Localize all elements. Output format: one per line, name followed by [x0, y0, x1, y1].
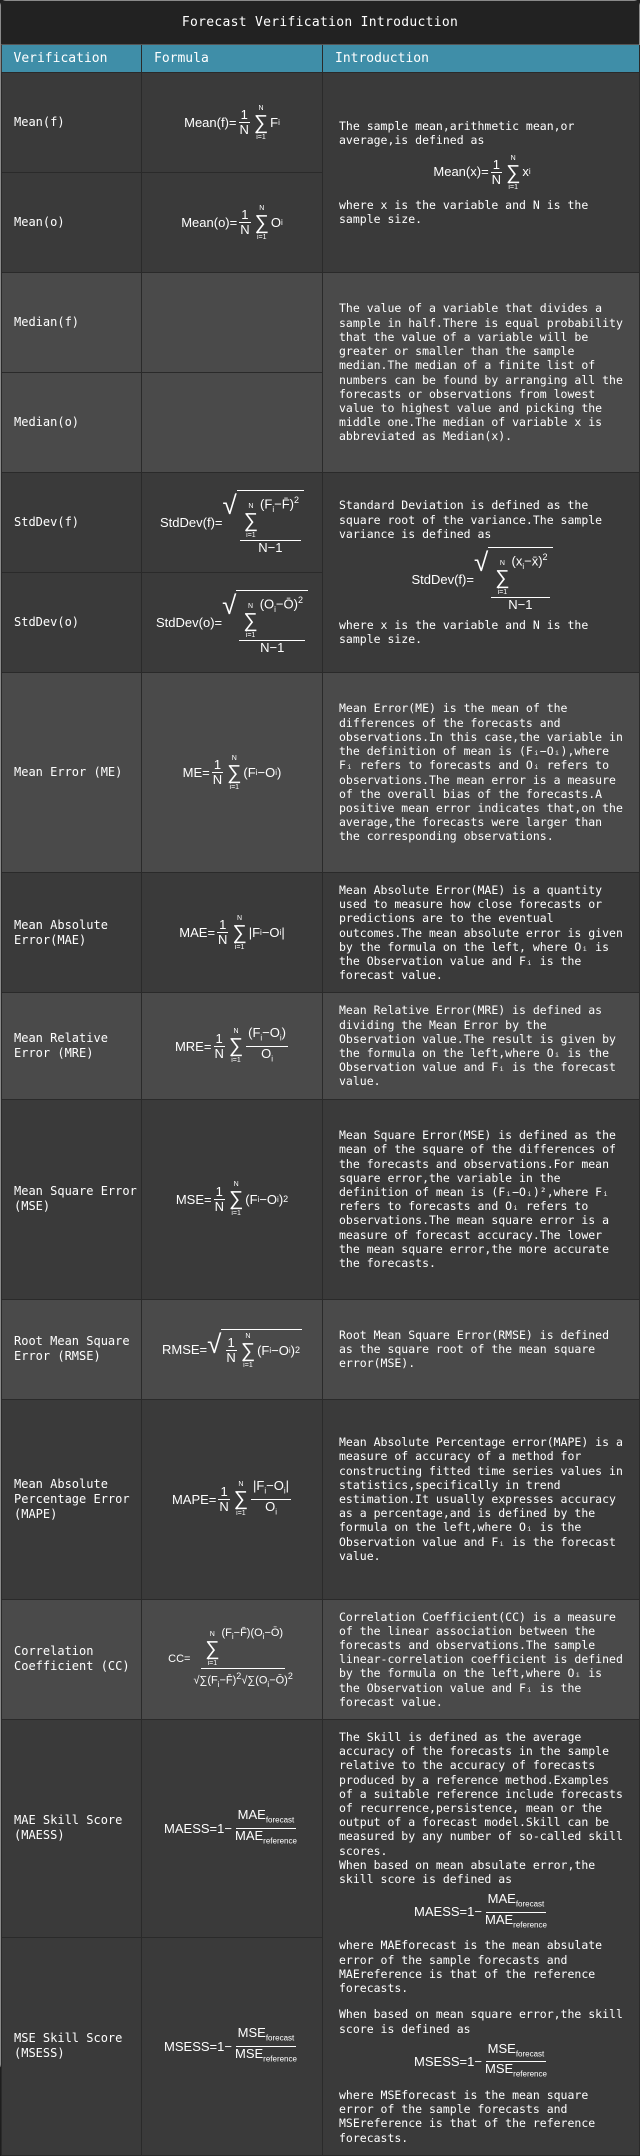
verif-maess: MAE Skill Score (MAESS) [2, 1720, 142, 1938]
formula-lhs: MAESS=1− [164, 1820, 232, 1836]
table-header [2, 45, 640, 73]
verif-stddev-f: StdDev(f) [2, 473, 142, 573]
formula-lhs: Mean(f)= [184, 115, 237, 130]
formula-lhs: MRE= [174, 1038, 212, 1054]
formula-mean-o: Mean(o)= $\frac{1}{N}$ N ∑ i=1 O i [142, 173, 323, 273]
table-row [2, 273, 640, 373]
formula-lhs: CC= [168, 1652, 191, 1665]
table-row [2, 73, 640, 173]
formula-msess: MSESS=1− $\frac{MSE_{forecast}}{MSE_{reference}}$ [142, 1937, 323, 2155]
verification-table [1, 45, 640, 2156]
verif-me: Mean Error (ME) [2, 673, 142, 873]
intro-mre: Mean Relative Error(MRE) is defined as dividing the Mean Error by the Observation value.The result is given by the formula on the left,where Oᵢ is the Observation value and Fᵢ is the forecast value. [323, 993, 640, 1099]
verif-mse: Mean Square Error (MSE) [2, 1099, 142, 1299]
formula-median-o [142, 373, 323, 473]
intro-cc: Correlation Coefficient(CC) is a measure of the linear association between the forecasts and observations.The sample linear-correlation coefficient is defined by the formula on the left,where Oᵢ is the Observation value and Fᵢ is the forecast value. [323, 1599, 640, 1719]
intro-skill-text: The Skill is defined as the average accuracy of the forecasts in the sample relative to the accuracy of forecasts produced by a reference method.Examples of a suitable reference include forecasts of recurrence,persistence, mean or the output of a forecast model.Skill can be measured by any number of so-called skill scores. [339, 1730, 623, 1858]
formula-mae: MAE= $\frac{1}{N}$ N ∑ i=1 |F i −O i | [142, 873, 323, 993]
table-row [2, 1399, 640, 1599]
intro-skill [323, 1720, 640, 2156]
verif-stddev-o: StdDev(o) [2, 573, 142, 673]
header-formula: Formula [142, 45, 323, 73]
verif-rmse: Root Mean Square Error (RMSE) [2, 1299, 142, 1399]
table-row [2, 1720, 640, 1938]
verif-mape: Mean Absolute Percentage Error (MAPE) [2, 1399, 142, 1599]
verif-msess: MSE Skill Score (MSESS) [2, 1937, 142, 2155]
formula-lhs: MAPE= [171, 1491, 217, 1507]
intro-skill-text-4: When based on mean square error,the skill score is defined as [339, 2007, 623, 2036]
formula-median-f [142, 273, 323, 373]
maess-formula: MAESS=1− $\frac{MAE_{forecast}}{MAE_{reference}}$ [414, 1891, 547, 1930]
formula-maess: MAESS=1− $\frac{MAE_{forecast}}{MAE_{reference}}$ [142, 1720, 323, 1938]
intro-skill-text-2: When based on mean absulate error,the skill score is defined as [339, 1857, 596, 1887]
intro-mse: Mean Square Error(MSE) is defined as the mean of the square of the differences of the forecasts and observations.For mean square error,the variable in the definition of mean is (Fᵢ−Oᵢ)²,where Fᵢ refers to forecasts and Oᵢ refers to observations.The mean square error is a measure of forecast accuracy.The lower the mean square error,the more accurate the forecasts. [323, 1099, 640, 1299]
formula-lhs: StdDev(o)= [156, 614, 223, 630]
verif-cc: Correlation Coefficient (CC) [2, 1599, 142, 1719]
intro-skill-text-3: where MAEforecast is the mean absulate error of the sample forecasts and MAEreference is that of the reference forecasts. [339, 1938, 603, 1996]
verif-mean-o: Mean(o) [2, 173, 142, 273]
table-row [2, 1099, 640, 1299]
formula-lhs: RMSE= [161, 1341, 208, 1357]
verif-mean-f: Mean(f) [2, 73, 142, 173]
page-title: Forecast Verification Introduction [1, 1, 639, 45]
formula-rmse: RMSE= √ $\frac{1}{N}$ N ∑ i=1 (F i −O i ) 2 [142, 1299, 323, 1399]
table-row [2, 1599, 640, 1719]
formula-mre: MRE= $\frac{1}{N}$ N ∑ i=1 $\frac{(F_i-O_i)}{O_i}$ [142, 993, 323, 1099]
formula-me: ME= $\frac{1}{N}$ N ∑ i=1 (F i −O i ) [142, 673, 323, 873]
formula-lhs: Mean(o)= [181, 215, 238, 230]
intro-mean-text-2: where x is the variable and N is the sample size. [339, 197, 589, 226]
intro-mae: Mean Absolute Error(MAE) is a quantity used to measure how close forecasts or predictions are to the eventual outcomes.The mean absolute error is given by the formula on the left, where Oᵢ is the Observation value and Fᵢ is the forecast value. [323, 873, 640, 993]
formula-lhs: ME= [182, 765, 210, 780]
formula-stddev-o: StdDev(o)= √ N ∑ i=1 $(O_i-Ō)^2$ N−1 [142, 573, 323, 673]
intro-mean [323, 73, 640, 273]
formula-mean-f: Mean(f)= $\frac{1}{N}$ N ∑ i=1 F i [142, 73, 323, 173]
intro-mean-text: The sample mean,arithmetic mean,or average,is defined as [339, 119, 575, 148]
intro-stddev [323, 473, 640, 673]
header-verification: Verification [2, 45, 142, 73]
table-row [2, 873, 640, 993]
formula-stddev-f: StdDev(f)= √ N ∑ i=1 $(F_i-F̄)^2$ N−1 [142, 473, 323, 573]
verif-mae: Mean Absolute Error(MAE) [2, 873, 142, 993]
stddev-x-formula: StdDev(f)= √ N ∑ i=1 $(x_i-x̄)^2$ N−1 [339, 547, 625, 612]
verif-median-o: Median(o) [2, 373, 142, 473]
verif-mre: Mean Relative Error (MRE) [2, 993, 142, 1099]
header-introduction: Introduction [323, 45, 640, 73]
mean-x-formula: Mean(x)= $\frac{1}{N}$ N ∑ i=1 x i [433, 154, 531, 191]
formula-lhs: MSE= [175, 1191, 212, 1207]
intro-skill-text-5: where MSEforecast is the mean square error of the sample forecasts and MSEreference is that of the reference forecasts. [339, 2087, 596, 2145]
intro-rmse: Root Mean Square Error(RMSE) is defined as the square root of the mean square error(MSE). [323, 1299, 640, 1399]
table-row [2, 673, 640, 873]
intro-median: The value of a variable that divides a sample in half.There is equal probability that the value of a variable will be greater or smaller than the sample median.The median of a finite list of numbers can be found by arranging all the forecasts or observations from lowest value to highest value and picking the middle one.The median of variable x is abbreviated as Median(x). [323, 273, 640, 473]
formula-lhs: MAE= [179, 925, 216, 941]
formula-mape: MAPE= $\frac{1}{N}$ N ∑ i=1 $\frac{|F_i-O_i|}{O_i}$ [142, 1399, 323, 1599]
msess-formula: MSESS=1− $\frac{MSE_{forecast}}{MSE_{reference}}$ [414, 2040, 547, 2079]
verif-median-f: Median(f) [2, 273, 142, 373]
formula-cc: CC= N ∑ i=1 $(F_i-F̄)(O_i-Ō)$ $√\sum(F_i-F̄)^2√\sum(O_i-Ō)^2$ [142, 1599, 323, 1719]
intro-stddev-text: Standard Deviation is defined as the square root of the variance.The sample variance is defined as [339, 498, 603, 541]
intro-mape: Mean Absolute Percentage error(MAPE) is a measure of accuracy of a method for constructing fitted time series values in statistics,specifically in trend estimation.It usually expresses accuracy as a percentage,and is defined by the formula on the left,where Oᵢ is the Observation value and Fᵢ is the forecast value. [323, 1399, 640, 1599]
table-row [2, 993, 640, 1099]
intro-stddev-text-2: where x is the variable and N is the sample size. [339, 618, 589, 647]
table-row [2, 1299, 640, 1399]
formula-lhs: MSESS=1− [164, 2038, 232, 2054]
formula-lhs: StdDev(f)= [160, 514, 223, 530]
table-row [2, 473, 640, 573]
formula-mse: MSE= $\frac{1}{N}$ N ∑ i=1 (F i −O i ) 2 [142, 1099, 323, 1299]
intro-me: Mean Error(ME) is the mean of the differences of the forecasts and observations.In this case,the variable in the definition of mean is (Fᵢ−Oᵢ),where Fᵢ refers to forecasts and Oᵢ refers to observations.The mean error is a measure of the overall bias of the forecasts.A positive mean error indicates that,on the average,the forecasts were larger than the corresponding observations. [323, 673, 640, 873]
